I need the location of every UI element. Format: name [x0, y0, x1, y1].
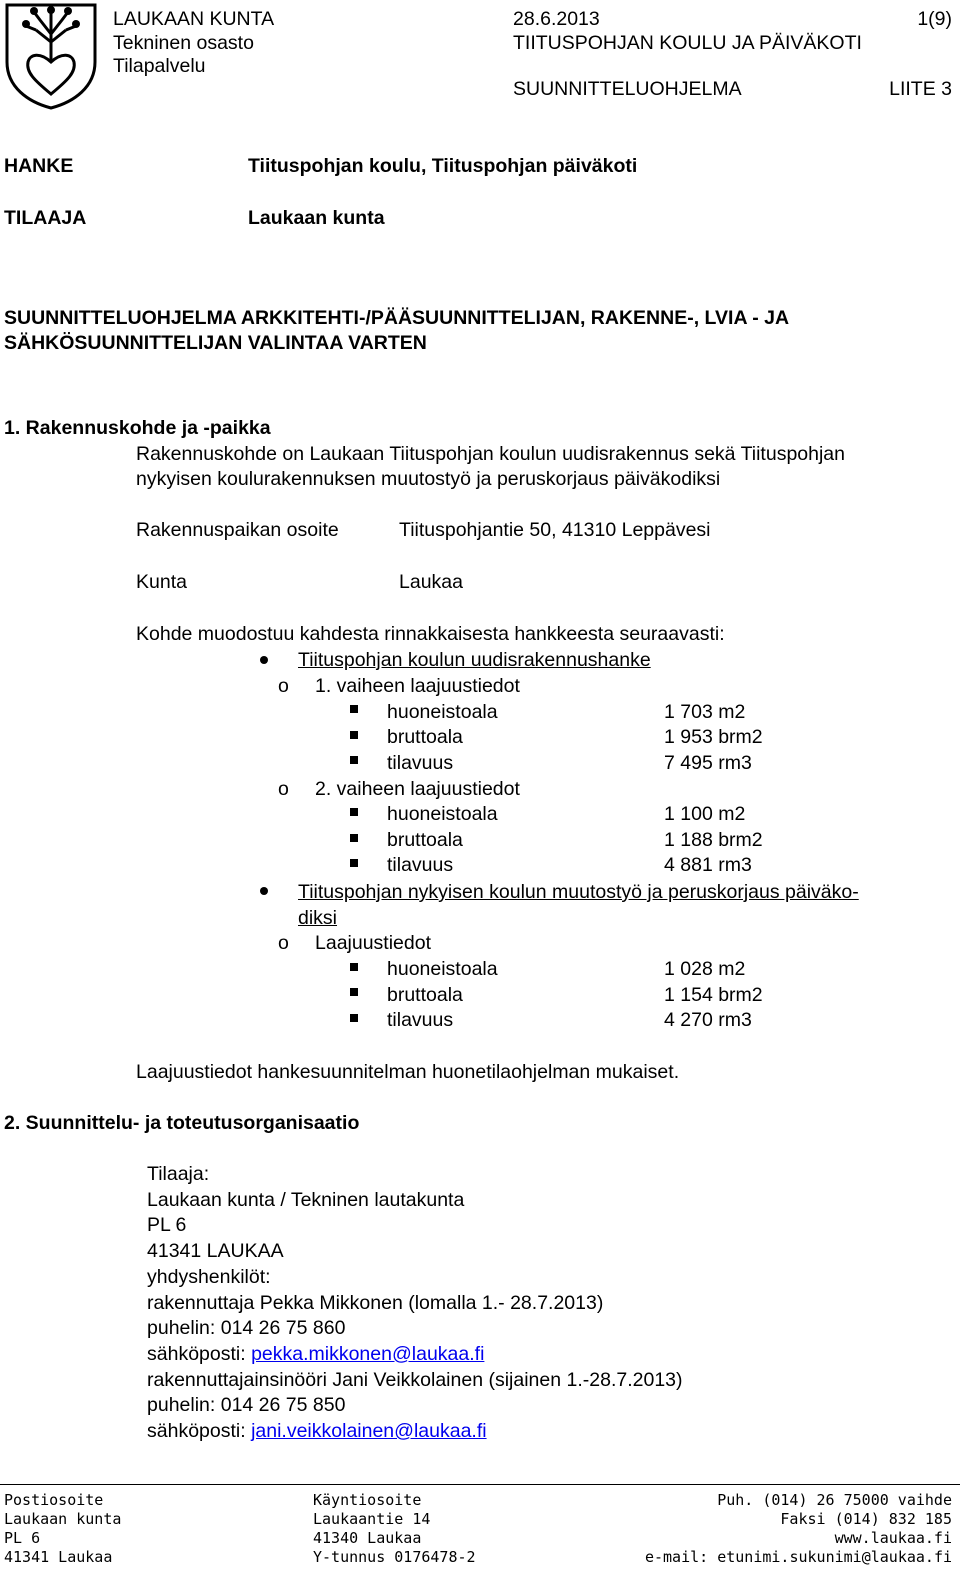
footer-col1 [4, 1491, 121, 1567]
footer-text: Laukaantie 14 [313, 1510, 431, 1528]
footer-text: Puh. (014) 26 75000 vaihde [717, 1491, 952, 1509]
address-value: Tiituspohjantie 50, 41310 Leppävesi [399, 519, 711, 541]
email2-link[interactable]: jani.veikkolainen@laukaa.fi [251, 1420, 487, 1442]
project-a-phase2: 2. vaiheen laajuustiedot [315, 778, 520, 800]
circle-bullet-icon: o [278, 778, 289, 800]
footer-text: Postiosoite [4, 1491, 104, 1509]
b-row-label: bruttoala [387, 984, 463, 1006]
bullet-icon [260, 656, 268, 664]
a1-row-label: huoneistoala [387, 701, 498, 723]
document-title-line1: SUUNNITTELUOHJELMA ARKKITEHTI-/PÄÄSUUNNITTELIJAN, RAKENNE-, LVIA - JA [4, 307, 790, 329]
phone1: puhelin: 014 26 75 860 [147, 1317, 346, 1339]
b-row-value: 1 028 m2 [664, 958, 746, 980]
a1-row-label: tilavuus [387, 752, 454, 774]
section2-heading: 2. Suunnittelu- ja toteutusorganisaatio [4, 1112, 360, 1134]
project-b-title-line2: diksi [298, 907, 338, 929]
header-attachment: LIITE 3 [889, 78, 952, 100]
section1-intro-line1: Rakennuskohde on Laukaan Tiituspohjan koulun uudisrakennus sekä Tiituspohjan [136, 443, 845, 465]
square-bullet-icon [350, 834, 358, 842]
a1-row-value: 1 703 m2 [664, 701, 746, 723]
footer-text: 41340 Laukaa [313, 1529, 422, 1547]
section1-intro-line2: nykyisen koulurakennuksen muutostyö ja peruskorjaus päiväkodiksi [136, 468, 721, 490]
email1-label: sähköposti: [147, 1343, 252, 1365]
document-title-line2: SÄHKÖSUUNNITTELIJAN VALINTAA VARTEN [4, 332, 427, 354]
hanke-label: HANKE [4, 155, 74, 177]
a1-row-value: 1 953 brm2 [664, 726, 763, 748]
footer-text: 41341 Laukaa [4, 1548, 113, 1566]
section1-heading: 1. Rakennuskohde ja -paikka [4, 417, 271, 439]
square-bullet-icon [350, 1014, 358, 1022]
square-bullet-icon [350, 705, 358, 713]
square-bullet-icon [350, 731, 358, 739]
a1-row-value: 7 495 rm3 [664, 752, 752, 774]
a2-row-value: 1 188 brm2 [664, 829, 763, 851]
square-bullet-icon [350, 963, 358, 971]
square-bullet-icon [350, 808, 358, 816]
b-row-value: 1 154 brm2 [664, 984, 763, 1006]
header-project: TIITUSPOHJAN KOULU JA PÄIVÄKOTI [513, 32, 862, 54]
square-bullet-icon [350, 988, 358, 996]
footer-text: e-mail: etunimi.sukunimi@laukaa.fi [644, 1548, 952, 1566]
project-b-title-line1: Tiituspohjan nykyisen koulun muutostyö ja peruskorjaus päiväko- [298, 881, 859, 903]
footer-text: Y-tunnus 0176478-2 [313, 1548, 476, 1566]
circle-bullet-icon: o [278, 932, 289, 954]
contact1: rakennuttaja Pekka Mikkonen (lomalla 1.- 28.7.2013) [147, 1292, 604, 1314]
a2-row-label: bruttoala [387, 829, 463, 851]
a2-row-label: tilavuus [387, 854, 454, 876]
footer-text: Faksi (014) 832 185 [780, 1510, 952, 1528]
circle-bullet-icon: o [278, 675, 289, 697]
b-row-label: huoneistoala [387, 958, 498, 980]
footer-divider [0, 1484, 960, 1485]
hanke-value: Tiituspohjan koulu, Tiituspohjan päiväkoti [248, 155, 638, 177]
project-b-scope: Laajuustiedot [315, 932, 432, 954]
project-a-phase1: 1. vaiheen laajuustiedot [315, 675, 520, 697]
square-bullet-icon [350, 859, 358, 867]
client-label: Tilaaja: [147, 1163, 210, 1185]
footer-text: Laukaan kunta [4, 1510, 122, 1528]
b-row-value: 4 270 rm3 [664, 1009, 752, 1031]
square-bullet-icon [350, 756, 358, 764]
client-post: 41341 LAUKAA [147, 1240, 284, 1262]
footer-col3 [645, 1491, 952, 1567]
email1-line [147, 1341, 484, 1367]
header-doctype: SUUNNITTELUOHJELMA [513, 78, 742, 100]
a2-row-value: 1 100 m2 [664, 803, 746, 825]
client-name: Laukaan kunta / Tekninen lautakunta [147, 1189, 465, 1211]
a2-row-value: 4 881 rm3 [664, 854, 752, 876]
footer-text: PL 6 [4, 1529, 41, 1547]
email2-line [147, 1418, 487, 1444]
header-org: LAUKAAN KUNTA [113, 8, 275, 30]
contact2: rakennuttajainsinööri Jani Veikkolainen (sijainen 1.-28.7.2013) [147, 1369, 683, 1391]
bullet-icon [260, 887, 268, 895]
footer-text: Käyntiosoite [313, 1491, 422, 1509]
tilaaja-label: TILAAJA [4, 207, 87, 229]
header-dept: Tekninen osasto [113, 32, 254, 54]
consists-text: Kohde muodostuu kahdesta rinnakkaisesta hankkeesta seuraavasti: [136, 623, 725, 645]
email1-link[interactable]: pekka.mikkonen@laukaa.fi [251, 1343, 485, 1365]
project-a-title: Tiituspohjan koulun uudisrakennushanke [298, 649, 651, 671]
client-box: PL 6 [147, 1214, 187, 1236]
address-label: Rakennuspaikan osoite [136, 519, 339, 541]
municipality-label: Kunta [136, 571, 187, 593]
header-date: 28.6.2013 [513, 8, 600, 30]
a1-row-label: bruttoala [387, 726, 463, 748]
municipality-value: Laukaa [399, 571, 463, 593]
b-row-label: tilavuus [387, 1009, 454, 1031]
header-unit: Tilapalvelu [113, 55, 206, 77]
email2-label: sähköposti: [147, 1420, 252, 1442]
footer-text: www.laukaa.fi [834, 1529, 952, 1547]
a2-row-label: huoneistoala [387, 803, 498, 825]
coat-of-arms-icon [4, 2, 98, 110]
section1-closing: Laajuustiedot hankesuunnitelman huonetilaohjelman mukaiset. [136, 1061, 680, 1083]
tilaaja-value: Laukaan kunta [248, 207, 385, 229]
contacts-label: yhdyshenkilöt: [147, 1266, 271, 1288]
footer-col2 [313, 1491, 476, 1567]
header-page: 1(9) [917, 8, 952, 30]
phone2: puhelin: 014 26 75 850 [147, 1394, 346, 1416]
